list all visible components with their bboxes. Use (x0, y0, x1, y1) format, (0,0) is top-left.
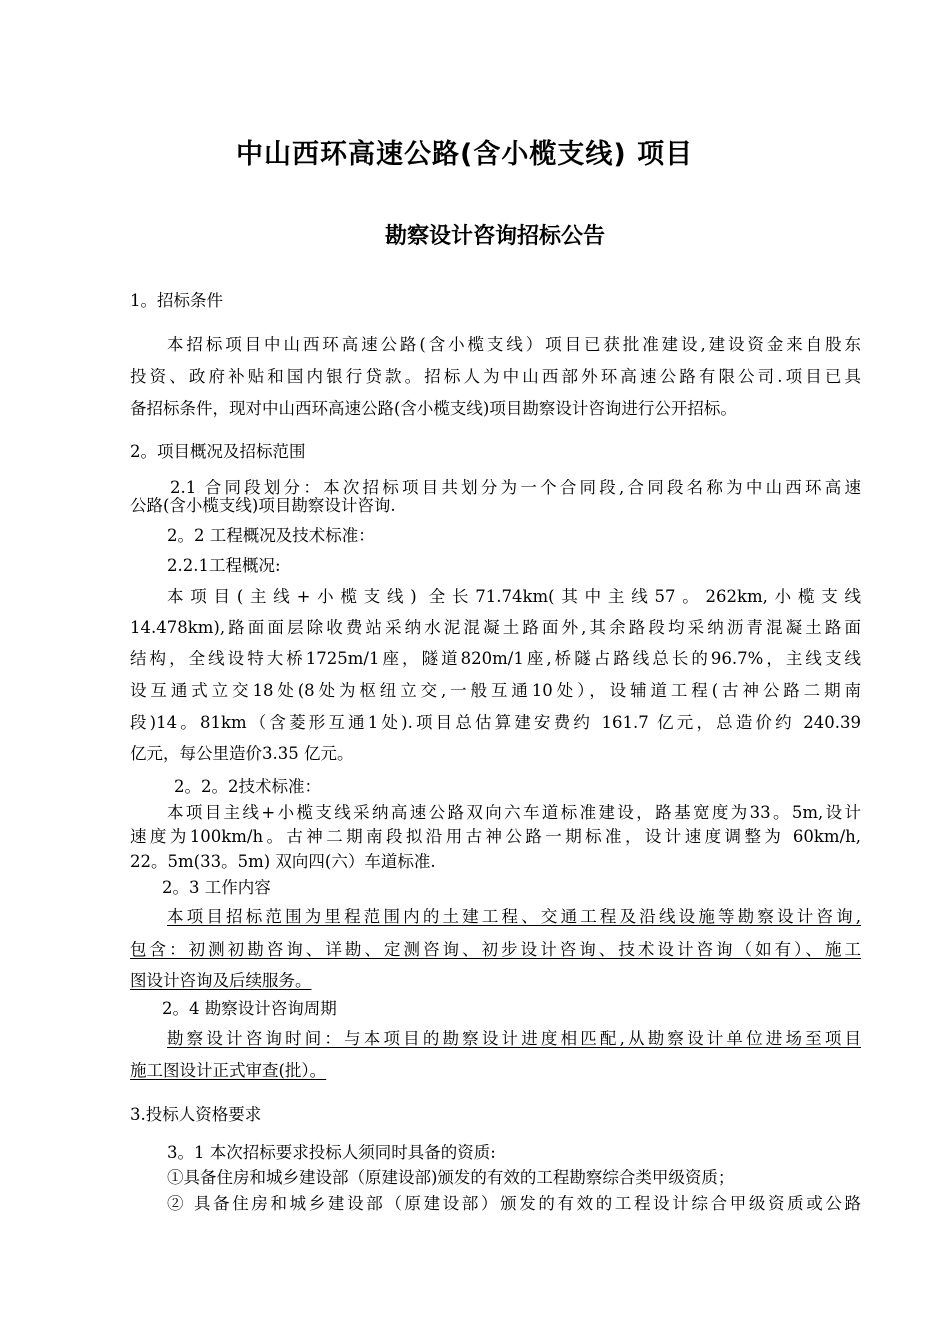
list-item: ② 具备住房和城乡建设部（原建设部）颁发的有效的工程设计综合甲级资质或公路 (167, 1194, 861, 1213)
subsection-heading: 2。2 工程概况及技术标准： (167, 526, 375, 545)
paragraph-line: 本招标项目中山西环高速公路(含小榄支线）项目已获批准建设,建设资金来自股东 (167, 335, 861, 354)
paragraph-line: 设互通式立交18处(8处为枢纽立交,一般互通10处），设辅道工程(古神公路二期南 (130, 681, 861, 700)
underlined-line: 勘察设计咨询时间：与本项目的勘察设计进度相匹配,从勘察设计单位进场至项目 (167, 1029, 861, 1048)
subsection-heading: 2。3 工作内容 (162, 878, 271, 897)
section-3-heading: 3.投标人资格要求 (130, 1105, 262, 1124)
paragraph-line: 备招标条件，现对中山西环高速公路(含小榄支线)项目勘察设计咨询进行公开招标。 (130, 399, 737, 418)
paragraph-line: 本项目(主线+小榄支线) 全长71.74km(其中主线57。262km,小榄支线 (167, 587, 861, 606)
underlined-line: 施工图设计正式审查(批）。 (130, 1061, 327, 1080)
document-subtitle: 勘察设计咨询招标公告 (384, 224, 605, 249)
list-item: ①具备住房和城乡建设部（原建设部)颁发的有效的工程勘察综合类甲级资质； (167, 1168, 735, 1187)
paragraph-line: 投资、政府补贴和国内银行贷款。招标人为中山西部外环高速公路有限公司.项目已具 (130, 367, 861, 386)
paragraph-line: 公路(含小榄支线)项目勘察设计咨询. (130, 496, 396, 515)
subsection-heading: 2.2.1工程概况: (167, 556, 281, 575)
paragraph-line: 段)14。81km（含菱形互通1处).项目总估算建安费约 161.7 亿元，总造价约 240.39 (130, 713, 861, 732)
paragraph-line: 本项目主线+小榄支线采纳高速公路双向六车道标准建设，路基宽度为33。5m,设计 (167, 803, 861, 822)
section-1-heading: 1。招标条件 (130, 291, 223, 310)
section-2-heading: 2。项目概况及招标范围 (130, 442, 306, 461)
paragraph-line: 亿元，每公里造价3.35 亿元。 (130, 744, 354, 763)
subsection-heading: 2。4 勘察设计咨询周期 (162, 999, 337, 1018)
paragraph-line: 22。5m(33。5m) 双向四(六）车道标准. (130, 852, 436, 871)
underlined-line: 本项目招标范围为里程范围内的土建工程、交通工程及沿线设施等勘察设计咨询, (167, 907, 861, 926)
subsection-heading: 3。1 本次招标要求投标人须同时具备的资质: (167, 1143, 496, 1162)
paragraph-line: 速度为100km/h。古神二期南段拟沿用古神公路一期标准，设计速度调整为 60km/h, (130, 827, 861, 846)
paragraph-line: 结构，全线设特大桥1725m/1座，隧道820m/1座,桥隧占路线总长的96.7%，主线支线 (130, 649, 861, 668)
paragraph-line: 2.1 合同段划分：本次招标项目共划分为一个合同段,合同段名称为中山西环高速 (170, 478, 861, 497)
document-title: 中山西环高速公路(含小榄支线) 项目 (236, 139, 694, 170)
subsection-heading: 2。2。2技术标准： (174, 777, 321, 796)
underlined-line: 包含：初测初勘咨询、详勘、定测咨询、初步设计咨询、技术设计咨询（如有）、施工 (130, 940, 861, 959)
underlined-line: 图设计咨询及后续服务。 (130, 971, 312, 990)
paragraph-line: 14.478km),路面面层除收费站采纳水泥混凝土路面外,其余路段均采纳沥青混凝土路面 (130, 618, 861, 637)
